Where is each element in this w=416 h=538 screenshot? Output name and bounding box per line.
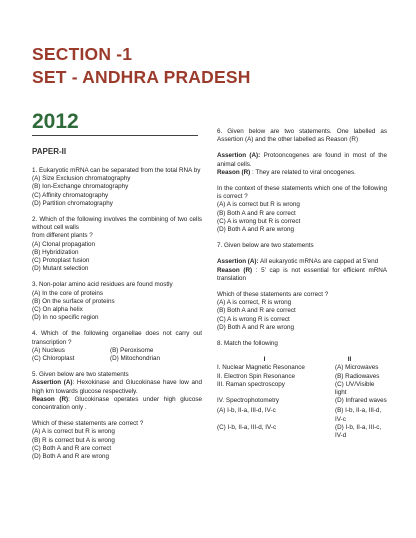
match-left: IV. Spectrophotometry (217, 397, 280, 405)
match-left: III. Raman spectroscopy (217, 380, 285, 388)
right-column (217, 128, 387, 440)
match-right: (D) Infrared waves (335, 397, 387, 405)
reason-text: : 5' cap is not essential for efficient mRNA translation (217, 266, 387, 282)
year-heading: 2012 (32, 110, 79, 133)
option: (A) A is correct but R is wrong (217, 201, 300, 209)
assertion-text: Protooncogenes are found in most of the animal cells. (217, 152, 387, 168)
option: (A) A is correct but R is wrong (32, 428, 115, 436)
assertion-label: Assertion (A): (217, 152, 261, 160)
option: (C) Chloroplast (32, 355, 75, 363)
option: (D) Both A and R are wrong (217, 323, 295, 331)
reason-label: Reason (R) (217, 266, 253, 274)
question-stem: 2. Which of the following involves the combining of two cells without cell walls (32, 216, 202, 232)
reason-text: : Glucokinase operates under high glucose concentration only . (32, 395, 202, 412)
match-left: II. Electron Spin Resonance (217, 372, 296, 380)
option: (B) R is correct but A is wrong (32, 436, 115, 444)
option: (D) Both A and R are wrong (32, 453, 110, 461)
match-col1-head: I (263, 356, 266, 364)
left-column (32, 167, 202, 461)
question-stem: 1. Eukaryotic mRNA can be separated from the total RNA by (32, 167, 201, 174)
question-stem: 6. Given below are two statements. One labelled as Assertion (A) and the other labelled as Reason (R) (217, 128, 387, 144)
question-stem: 4. Which of the following organellae does not carry out transcription ? (32, 330, 202, 346)
question-stem: 7. Given below are two statements (217, 242, 314, 250)
option: (B) I-b, II-a, III-d, IV-c (335, 407, 382, 423)
option: (B) On the surface of proteins (32, 297, 115, 305)
question-stem: 5. Given below are two statements (32, 371, 129, 379)
set-heading: SET - ANDHRA PRADESH (32, 67, 251, 87)
option: (B) Hybridization (32, 248, 79, 256)
question-ask: Which of these statements are correct ? (32, 420, 144, 428)
question-2 (32, 216, 202, 273)
option: (C) I-b, II-a, III-d, IV-c (217, 423, 277, 431)
reason-label: Reason (R) (32, 395, 69, 403)
option: (C) A is wrong but R is correct (217, 217, 301, 225)
question-8 (217, 340, 387, 440)
option: (A) Nucleus (32, 346, 65, 354)
question-5 (32, 371, 202, 461)
option: (D) Mutant selection (32, 265, 89, 273)
option: (D) Both A and R are wrong (217, 226, 295, 234)
option: (B) Both A and R are correct (217, 307, 296, 315)
paper-label: PAPER-II (32, 147, 67, 156)
question-stem: 3. Non-polar amino acid residues are found mostly (32, 281, 173, 289)
assertion-label: Assertion (A) (32, 379, 73, 387)
match-right: (B) Radiowaves (335, 372, 380, 380)
option: (B) Ion-Exchange chromatography (32, 183, 129, 191)
question-1 (32, 167, 202, 208)
assertion-label: Assertion (A): (217, 258, 259, 266)
match-right: (C) UV/Visible light (335, 380, 375, 397)
question-4 (32, 330, 202, 363)
option: (A) Size Exclusion chromatography (32, 175, 131, 183)
option: (A) I-b, II-a, III-d, IV-c (217, 407, 276, 415)
option: (C) On alpha helix (32, 306, 83, 314)
question-stem-cont: from different plants ? (32, 232, 93, 240)
divider (32, 135, 198, 136)
question-3 (32, 281, 202, 322)
question-ask: In the context of these statements which one of the following is correct ? (217, 185, 387, 201)
assertion-text: : Hexokinase and Glucokinase have low and high km towards glucose respectively. (32, 379, 202, 395)
option: (A) In the core of proteins (32, 289, 104, 297)
option: (C) Affinity chromatography (32, 191, 109, 199)
option: (D) In no specific region (32, 314, 99, 322)
option: (A) Clonal propagation (32, 240, 96, 248)
option: (A) A is correct, R is wrong (217, 299, 292, 307)
option: (B) Peroxisome (110, 346, 154, 354)
match-col2-head: II (347, 356, 352, 364)
match-right: (A) Microwaves (335, 364, 379, 372)
option: (C) Both A and R are correct (32, 444, 112, 452)
question-6 (217, 128, 387, 234)
option: (B) Both A and R are correct (217, 209, 296, 217)
option: (C) A is wrong R is correct (217, 315, 290, 323)
question-ask: Which of these statements are correct ? (217, 291, 329, 299)
option: (D) I-b, II-a, III-c, IV-d (335, 423, 382, 440)
option: (D) Partition chromatography (32, 199, 113, 207)
reason-label: Reason (R) (217, 168, 251, 176)
option: (C) Protoplast fusion (32, 257, 90, 265)
match-left: I. Nuclear Magnetic Resonance (217, 364, 305, 372)
question-stem: 8. Match the following (217, 340, 278, 348)
assertion-text: All eukaryotic mRNAs are capped at 5'end (258, 258, 379, 266)
reason-text: : They are related to viral oncogenes. (250, 168, 356, 176)
option: (D) Mitochondrian (110, 355, 161, 363)
section-heading: SECTION -1 (32, 44, 133, 64)
question-7 (217, 242, 387, 332)
